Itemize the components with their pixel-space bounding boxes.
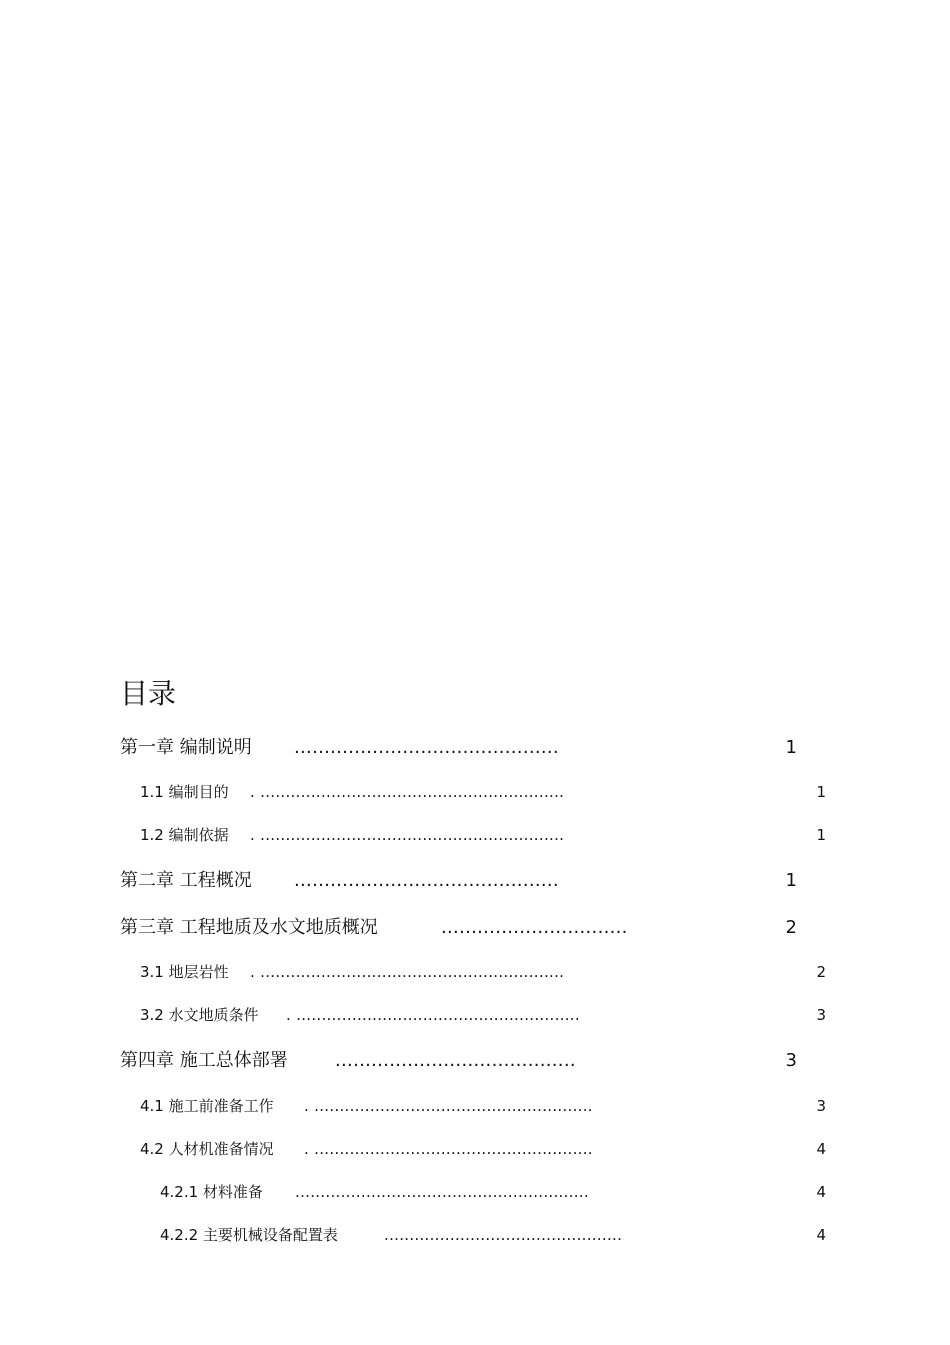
toc-entry-page: 4 bbox=[816, 1226, 826, 1244]
toc-entry-label: 第三章 工程地质及水文地质概况 bbox=[120, 917, 378, 938]
toc-entry-label: 1.1 编制目的 bbox=[140, 783, 229, 801]
toc-entry-leader: . ........................................................ bbox=[286, 1006, 580, 1024]
toc-entry-page: 1 bbox=[785, 737, 797, 758]
toc-entry-label: 4.2.1 材料准备 bbox=[160, 1183, 263, 1201]
toc-entry-leader: . ............................................................ bbox=[250, 963, 565, 981]
toc-entry-page: 3 bbox=[785, 1050, 797, 1071]
toc-entry-label: 1.2 编制依据 bbox=[140, 826, 229, 844]
toc-entry-page: 2 bbox=[816, 963, 826, 981]
toc-entry[interactable] bbox=[0, 1139, 950, 1159]
toc-entry-label: 4.2 人材机准备情况 bbox=[140, 1140, 274, 1158]
toc-entry[interactable] bbox=[0, 1049, 950, 1073]
toc-entry-leader: ............................... bbox=[441, 917, 628, 938]
toc-entry-page: 3 bbox=[816, 1006, 826, 1024]
toc-entry[interactable] bbox=[0, 736, 950, 760]
toc-entry[interactable] bbox=[0, 962, 950, 982]
toc-entry-label: 第一章 编制说明 bbox=[120, 737, 252, 758]
toc-entry[interactable] bbox=[0, 1096, 950, 1116]
toc-entry[interactable] bbox=[0, 1182, 950, 1202]
toc-entry-label: 4.2.2 主要机械设备配置表 bbox=[160, 1226, 338, 1244]
toc-entry[interactable] bbox=[0, 825, 950, 845]
toc-entry[interactable] bbox=[0, 916, 950, 940]
toc-entry-leader: ............................................ bbox=[294, 870, 559, 891]
toc-entry-label: 第二章 工程概况 bbox=[120, 870, 252, 891]
toc-entry[interactable] bbox=[0, 1225, 950, 1245]
toc-entry[interactable] bbox=[0, 782, 950, 802]
toc-entry-leader: .......................................................... bbox=[295, 1183, 589, 1201]
toc-entry-label: 3.1 地层岩性 bbox=[140, 963, 229, 981]
toc-entry-leader: ........................................ bbox=[335, 1050, 576, 1071]
toc-entry-page: 1 bbox=[816, 783, 826, 801]
toc-entry-page: 3 bbox=[816, 1097, 826, 1115]
toc-entry-leader: . ....................................................... bbox=[304, 1097, 593, 1115]
toc-entry-leader: . ............................................................ bbox=[250, 826, 565, 844]
toc-entry-page: 2 bbox=[785, 917, 797, 938]
toc-entry-leader: ............................................ bbox=[294, 737, 559, 758]
toc-entry-leader: ............................................... bbox=[384, 1226, 623, 1244]
toc-entry[interactable] bbox=[0, 1005, 950, 1025]
toc-entry-page: 4 bbox=[816, 1183, 826, 1201]
toc-entry-label: 第四章 施工总体部署 bbox=[120, 1050, 288, 1071]
toc-entry[interactable] bbox=[0, 869, 950, 893]
toc-entry-leader: . ....................................................... bbox=[304, 1140, 593, 1158]
toc-entry-page: 4 bbox=[816, 1140, 826, 1158]
toc-entry-leader: . ............................................................ bbox=[250, 783, 565, 801]
toc-entry-label: 3.2 水文地质条件 bbox=[140, 1006, 259, 1024]
toc-entry-page: 1 bbox=[785, 870, 797, 891]
toc-entry-label: 4.1 施工前准备工作 bbox=[140, 1097, 274, 1115]
toc-title: 目录 bbox=[120, 677, 177, 710]
toc-entry-page: 1 bbox=[816, 826, 826, 844]
